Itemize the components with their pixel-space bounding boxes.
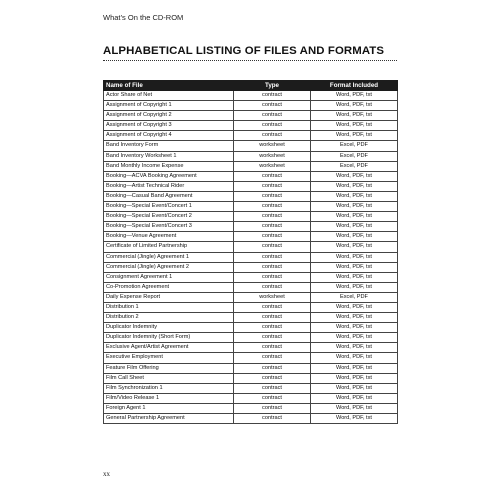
cell-type: contract [234,121,311,131]
table-row [104,181,398,191]
cell-format: Word, PDF, txt [311,232,398,242]
cell-format: Word, PDF, txt [311,121,398,131]
cell-format: Word, PDF, txt [311,171,398,181]
cell-type: contract [234,393,311,403]
cell-file-name: Assignment of Copyright 1 [104,101,234,111]
cell-type: contract [234,202,311,212]
cell-format: Word, PDF, txt [311,323,398,333]
cell-type: contract [234,323,311,333]
cell-file-name: Foreign Agent 1 [104,403,234,413]
cell-file-name: Distribution 2 [104,313,234,323]
cell-type: contract [234,131,311,141]
cell-type: worksheet [234,151,311,161]
cell-type: contract [234,333,311,343]
cell-type: contract [234,403,311,413]
table-row [104,414,398,424]
table-header-row [104,81,398,91]
table-row [104,171,398,181]
table-row [104,343,398,353]
cell-file-name: Duplicator Indemnity (Short Form) [104,333,234,343]
table-row [104,302,398,312]
table-row [104,141,398,151]
table-row [104,282,398,292]
table-row [104,292,398,302]
cell-file-name: Duplicator Indemnity [104,323,234,333]
cell-type: contract [234,313,311,323]
table-row [104,393,398,403]
cell-type: contract [234,383,311,393]
cell-file-name: Band Monthly Income Expense [104,161,234,171]
cell-file-name: Film Synchronization 1 [104,383,234,393]
table-row [104,111,398,121]
table-row [104,353,398,363]
column-header-format: Format Included [311,81,398,91]
table-row [104,161,398,171]
table-row [104,272,398,282]
cell-type: worksheet [234,292,311,302]
cell-type: contract [234,111,311,121]
cell-format: Word, PDF, txt [311,181,398,191]
cell-file-name: Commercial (Jingle) Agreement 2 [104,262,234,272]
cell-format: Excel, PDF [311,292,398,302]
cell-type: worksheet [234,141,311,151]
cell-file-name: Band Inventory Form [104,141,234,151]
column-header-name: Name of File [104,81,234,91]
cell-type: contract [234,232,311,242]
cell-format: Excel, PDF [311,161,398,171]
cell-format: Word, PDF, txt [311,302,398,312]
cell-file-name: Consignment Agreement 1 [104,272,234,282]
table-row [104,333,398,343]
cell-type: contract [234,353,311,363]
cell-format: Word, PDF, txt [311,212,398,222]
table-row [104,373,398,383]
cell-format: Word, PDF, txt [311,222,398,232]
cell-format: Word, PDF, txt [311,343,398,353]
cell-file-name: Booking—Special Event/Concert 1 [104,202,234,212]
cell-file-name: Booking—Special Event/Concert 2 [104,212,234,222]
cell-file-name: Booking—Special Event/Concert 3 [104,222,234,232]
dotted-rule [103,60,397,61]
table-row [104,363,398,373]
cell-format: Excel, PDF [311,151,398,161]
cell-file-name: Distribution 1 [104,302,234,312]
cell-file-name: General Partnership Agreement [104,414,234,424]
table-row [104,131,398,141]
cell-type: contract [234,181,311,191]
cell-file-name: Feature Film Offering [104,363,234,373]
cell-format: Word, PDF, txt [311,363,398,373]
cell-file-name: Assignment of Copyright 4 [104,131,234,141]
table-row [104,212,398,222]
table-row [104,202,398,212]
cell-format: Word, PDF, txt [311,262,398,272]
table-row [104,222,398,232]
cell-type: contract [234,91,311,101]
table-row [104,252,398,262]
page-number: xx [103,470,110,478]
table-row [104,323,398,333]
table-body [104,91,398,424]
column-header-type: Type [234,81,311,91]
cell-format: Word, PDF, txt [311,393,398,403]
table-row [104,242,398,252]
cell-file-name: Certificate of Limited Partnership [104,242,234,252]
cell-file-name: Assignment of Copyright 3 [104,121,234,131]
cell-format: Word, PDF, txt [311,111,398,121]
cell-format: Word, PDF, txt [311,252,398,262]
cell-file-name: Band Inventory Worksheet 1 [104,151,234,161]
table-row [104,121,398,131]
running-head: What’s On the CD-ROM [103,13,184,22]
cell-file-name: Executive Employment [104,353,234,363]
cell-type: contract [234,101,311,111]
table-row [104,151,398,161]
cell-file-name: Actor Share of Net [104,91,234,101]
cell-type: contract [234,191,311,201]
cell-file-name: Booking—Venue Agreement [104,232,234,242]
cell-file-name: Commercial (Jingle) Agreement 1 [104,252,234,262]
table-row [104,191,398,201]
cell-format: Word, PDF, txt [311,333,398,343]
cell-file-name: Film/Video Release 1 [104,393,234,403]
cell-format: Word, PDF, txt [311,91,398,101]
cell-format: Word, PDF, txt [311,272,398,282]
cell-file-name: Film Call Sheet [104,373,234,383]
cell-type: worksheet [234,161,311,171]
table-row [104,403,398,413]
table-row [104,262,398,272]
cell-format: Excel, PDF [311,141,398,151]
cell-format: Word, PDF, txt [311,403,398,413]
cell-format: Word, PDF, txt [311,414,398,424]
cell-type: contract [234,252,311,262]
table-row [104,101,398,111]
cell-file-name: Exclusive Agent/Artist Agreement [104,343,234,353]
page-title: ALPHABETICAL LISTING OF FILES AND FORMATS [103,45,385,57]
cell-format: Word, PDF, txt [311,313,398,323]
files-table [103,80,398,424]
cell-format: Word, PDF, txt [311,373,398,383]
cell-file-name: Assignment of Copyright 2 [104,111,234,121]
table-row [104,383,398,393]
cell-type: contract [234,373,311,383]
cell-format: Word, PDF, txt [311,353,398,363]
cell-file-name: Co-Promotion Agreement [104,282,234,292]
cell-format: Word, PDF, txt [311,202,398,212]
cell-type: contract [234,363,311,373]
cell-type: contract [234,343,311,353]
cell-type: contract [234,272,311,282]
cell-type: contract [234,212,311,222]
table-row [104,91,398,101]
table-row [104,313,398,323]
cell-file-name: Daily Expense Report [104,292,234,302]
cell-format: Word, PDF, txt [311,131,398,141]
cell-format: Word, PDF, txt [311,282,398,292]
cell-format: Word, PDF, txt [311,383,398,393]
cell-type: contract [234,282,311,292]
cell-type: contract [234,222,311,232]
cell-type: contract [234,171,311,181]
cell-format: Word, PDF, txt [311,191,398,201]
cell-file-name: Booking—ACVA Booking Agreement [104,171,234,181]
cell-type: contract [234,242,311,252]
cell-file-name: Booking—Artist Technical Rider [104,181,234,191]
cell-type: contract [234,302,311,312]
cell-format: Word, PDF, txt [311,101,398,111]
cell-format: Word, PDF, txt [311,242,398,252]
cell-type: contract [234,414,311,424]
cell-type: contract [234,262,311,272]
cell-file-name: Booking—Casual Band Agreement [104,191,234,201]
table-row [104,232,398,242]
